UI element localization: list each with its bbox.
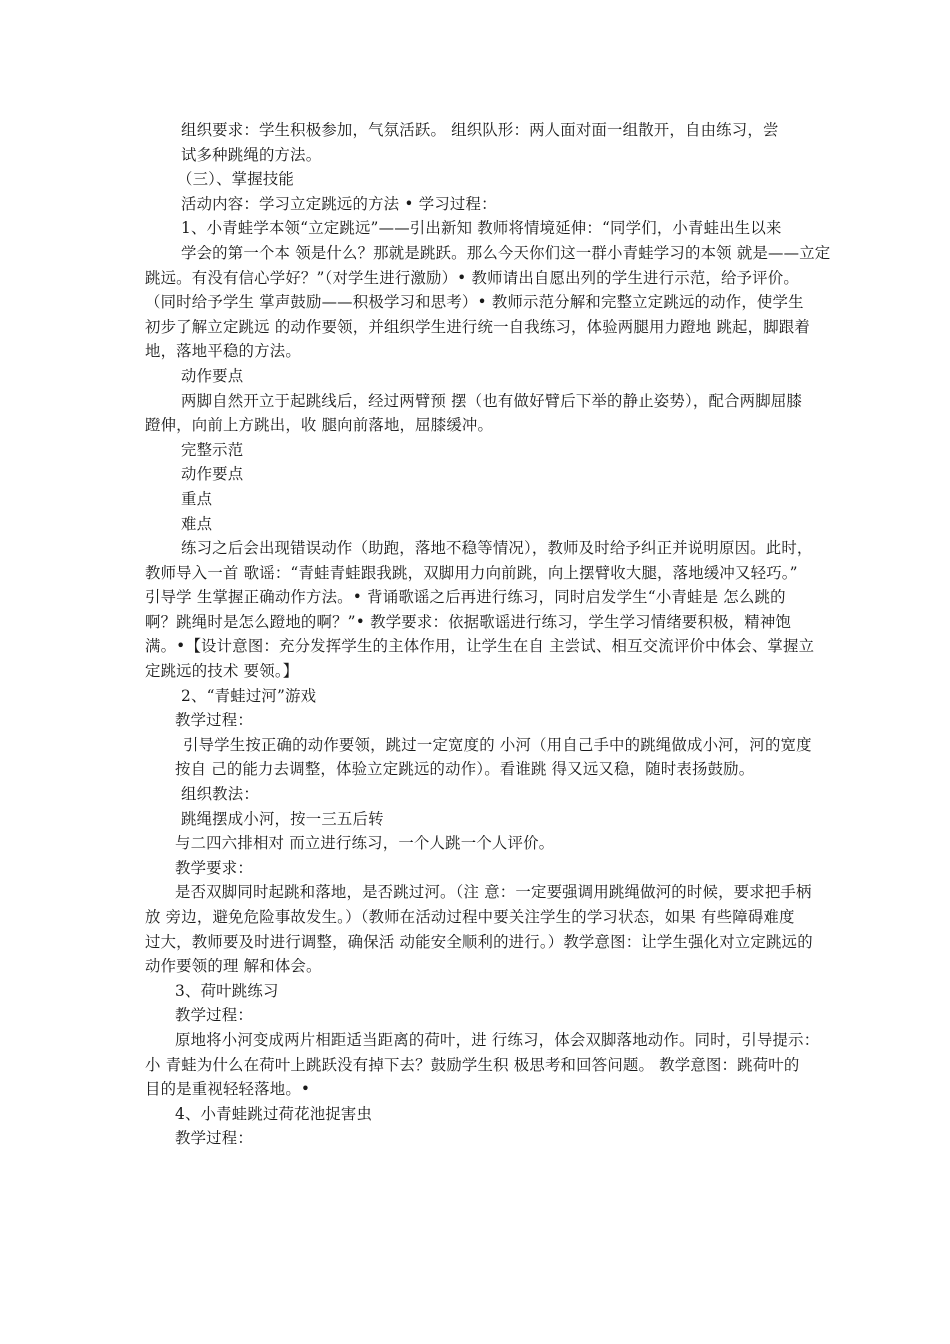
paragraph-line: 是否双脚同时起跳和落地，是否跳过河。（注 意：一定要强调用跳绳做河的时候，要求把手柄 [175, 883, 812, 902]
paragraph-line: 学会的第一个本 领是什么？那就是跳跃。那么今天你们这一群小青蛙学习的本领 就是——立定 [181, 243, 831, 262]
paragraph-line: 按自 己的能力去调整，体验立定跳远的动作）。看谁跳 得又远又稳，随时表扬鼓励。 [175, 760, 755, 779]
section-heading: 4、小青蛙跳过荷花池捉害虫 [175, 1104, 373, 1123]
subheading: 组织教法： [181, 785, 259, 804]
subheading: 教学过程： [175, 1129, 253, 1148]
paragraph-line: 引导学生按正确的动作要领，跳过一定宽度的 小河（用自己手中的跳绳做成小河，河的宽度 [183, 735, 812, 754]
paragraph-line: （同时给予学生 掌声鼓励——积极学习和思考）• 教师示范分解和完整立定跳远的动作，使学生 [145, 293, 804, 312]
section-heading: （三）、掌握技能 [177, 170, 295, 189]
section-heading: 2、“青蛙过河”游戏 [181, 686, 317, 705]
paragraph-line: 原地将小河变成两片相距适当距离的荷叶，进 行练习，体会双脚落地动作。同时，引导提示： [175, 1030, 820, 1049]
paragraph-line: 初步了解立定跳远 的动作要领，并组织学生进行统一自我练习，体验两腿用力蹬地 跳起，脚跟着 [145, 317, 810, 336]
paragraph-line: 啊？跳绳时是怎么蹬地的啊？”• 教学要求：依据歌谣进行练习，学生学习情绪要积极，精神饱 [145, 612, 792, 631]
section-heading: 3、荷叶跳练习 [175, 981, 279, 1000]
paragraph-line: 放 旁边，避免危险事故发生。）（教师在活动过程中要关注学生的学习状态，如果 有些障碍难度 [145, 908, 795, 926]
paragraph-line: 地，落地平稳的方法。 [145, 342, 301, 361]
paragraph-line: 定跳远的技术 要领。】 [145, 662, 299, 681]
paragraph-line: 跳绳摆成小河，按一三五后转 [181, 809, 384, 828]
paragraph-line: 引导学 生掌握正确动作方法。• 背诵歌谣之后再进行练习，同时启发学生“小青蛙是 怎么跳的 [145, 588, 786, 607]
subheading: 难点 [181, 514, 213, 533]
subheading: 动作要点 [181, 366, 244, 385]
subheading: 教学过程： [175, 711, 253, 730]
paragraph-line: 教师导入一首 歌谣：“青蛙青蛙跟我跳，双脚用力向前跳，向上摆臂收大腿，落地缓冲又轻巧。” [145, 563, 798, 582]
paragraph-line: 满。•【设计意图：充分发挥学生的主体作用，让学生在自 主尝试、相互交流评价中体会、掌握立 [145, 637, 815, 656]
paragraph-line: 目的是重视轻轻落地。• [145, 1080, 311, 1099]
paragraph-line: 与二四六排相对 而立进行练习，一个人跳一个人评价。 [175, 834, 555, 853]
subheading: 教学要求： [175, 858, 253, 877]
subheading: 教学过程： [175, 1006, 253, 1025]
paragraph-line: 动作要领的理 解和体会。 [145, 957, 322, 976]
document-page [145, 118, 831, 1151]
paragraph-line: 小 青蛙为什么在荷叶上跳跃没有掉下去？鼓励学生积 极思考和回答问题。 教学意图：跳荷叶的 [145, 1055, 800, 1074]
paragraph-line: 跳远。有没有信心学好？”（对学生进行激励）• 教师请出自愿出列的学生进行示范，给予评价。 [145, 268, 799, 287]
subheading: 动作要点 [181, 465, 244, 484]
subheading: 重点 [181, 489, 213, 508]
paragraph-line: 两脚自然开立于起跳线后，经过两臂预 摆（也有做好臂后下举的静止姿势），配合两脚屈膝 [181, 391, 803, 410]
paragraph-line: 练习之后会出现错误动作（助跑，落地不稳等情况），教师及时给予纠正并说明原因。此时， [181, 539, 813, 558]
paragraph-line: 过大，教师要及时进行调整，确保活 动能安全顺利的进行。）教学意图：让学生强化对立定跳远的 [145, 932, 813, 951]
paragraph-line: 试多种跳绳的方法。 [181, 145, 322, 164]
paragraph-line: 组织要求：学生积极参加，气氛活跃。 组织队形：两人面对面一组散开，自由练习，尝 [181, 121, 779, 139]
paragraph-line: 1、小青蛙学本领“立定跳远”——引出新知 教师将情境延伸：“同学们，小青蛙出生以来 [181, 219, 782, 238]
paragraph-line: 活动内容：学习立定跳远的方法 • 学习过程： [181, 194, 497, 213]
paragraph-line: 蹬伸，向前上方跳出，收 腿向前落地，屈膝缓冲。 [145, 416, 494, 435]
subheading: 完整示范 [181, 440, 244, 459]
